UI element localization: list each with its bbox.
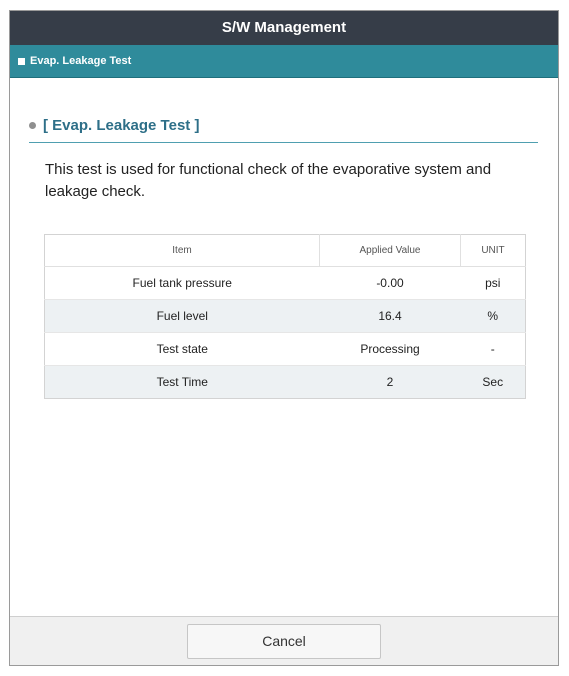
sw-management-window <box>9 10 559 666</box>
values-table <box>44 234 526 399</box>
cell-unit: Sec <box>461 366 526 399</box>
column-header-unit: UNIT <box>461 235 526 267</box>
content-area <box>10 78 558 616</box>
square-bullet-icon <box>18 58 25 65</box>
table-header-row <box>45 235 526 267</box>
cell-item: Test state <box>45 333 320 366</box>
bullet-dot-icon <box>29 122 36 129</box>
cell-unit: - <box>461 333 526 366</box>
table-row <box>45 333 526 366</box>
cell-value: -0.00 <box>320 267 461 300</box>
table-row <box>45 300 526 333</box>
section-title: [ Evap. Leakage Test ] <box>43 116 200 134</box>
subheader-bar <box>10 45 558 78</box>
section-header <box>29 114 538 143</box>
cell-unit: % <box>461 300 526 333</box>
cell-item: Fuel level <box>45 300 320 333</box>
table-row <box>45 366 526 399</box>
subheader-label: Evap. Leakage Test <box>30 55 132 67</box>
column-header-item: Item <box>45 235 320 267</box>
column-header-applied-value: Applied Value <box>320 235 461 267</box>
cell-item: Test Time <box>45 366 320 399</box>
cell-value: Processing <box>320 333 461 366</box>
test-description: This test is used for functional check of the evaporative system and leakage check. <box>45 161 492 200</box>
table-row <box>45 267 526 300</box>
footer-bar <box>10 616 558 665</box>
cell-unit: psi <box>461 267 526 300</box>
cell-item: Fuel tank pressure <box>45 267 320 300</box>
cell-value: 16.4 <box>320 300 461 333</box>
window-title: S/W Management <box>10 11 558 45</box>
cell-value: 2 <box>320 366 461 399</box>
cancel-button[interactable]: Cancel <box>187 624 381 659</box>
